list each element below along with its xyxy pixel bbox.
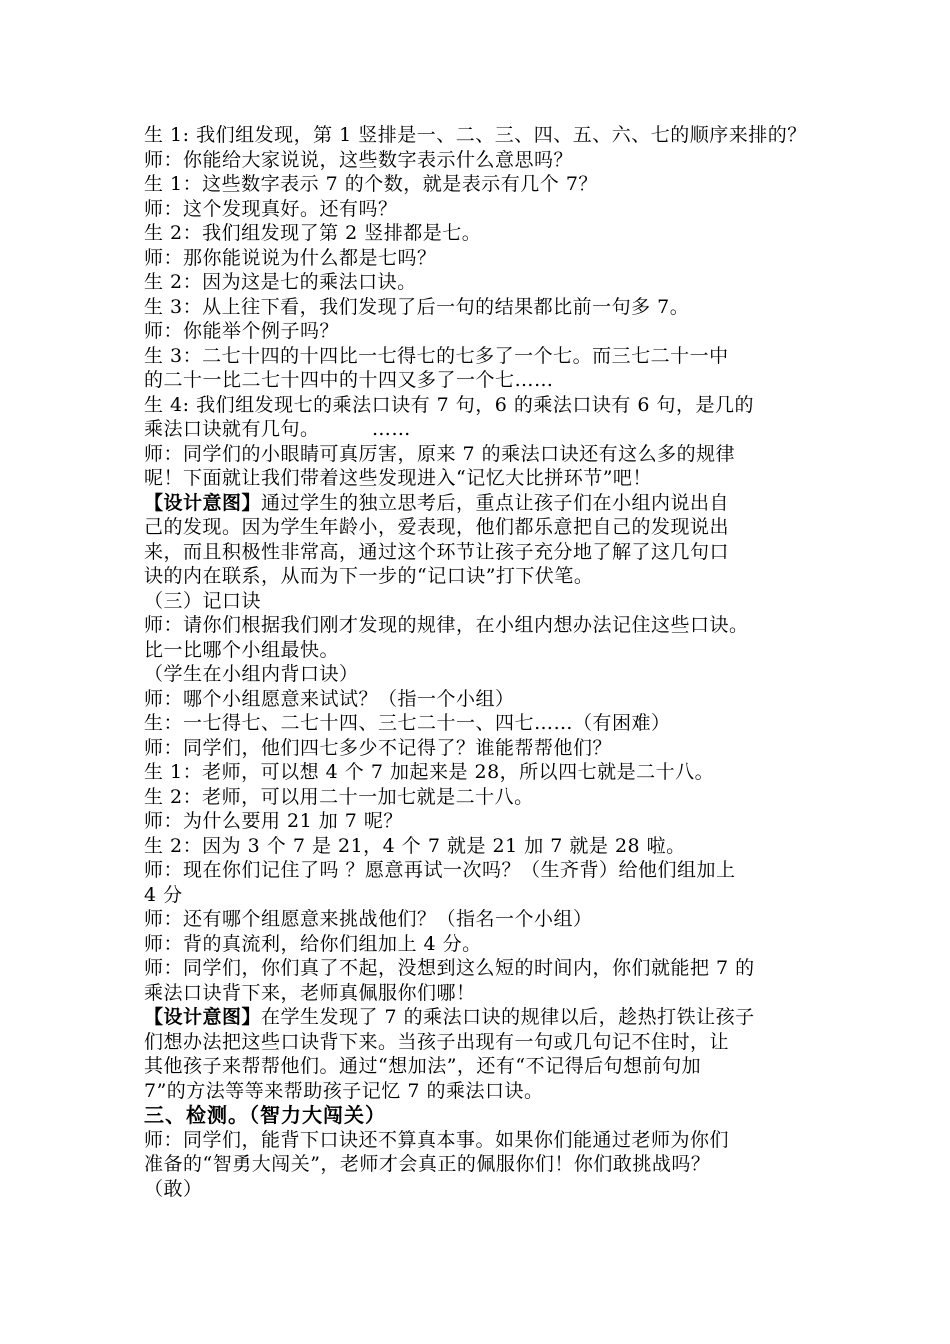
document-body: [144, 123, 844, 1201]
text-line: 呢！下面就让我们带着这些发现进入“记忆大比拼环节”吧！: [144, 467, 652, 489]
text-line: 师：现在你们记住了吗 ？愿意再试一次吗？（生齐背）给他们组加上: [144, 859, 736, 881]
text-line: （敢）: [144, 1177, 203, 1200]
text-line: 们想办法把这些口诀背下来。当孩子出现有一句或几句记不住时，让: [144, 1030, 730, 1053]
text-line: 师：这个发现真好。还有吗？: [144, 197, 398, 220]
text-line: （学生在小组内背口诀）: [144, 663, 359, 685]
text-line: 师：同学们，他们四七多少不记得了？谁能帮帮他们？: [144, 736, 613, 759]
text-line: 师：同学们的小眼睛可真厉害，原来 7 的乘法口诀还有这么多的规律: [144, 442, 736, 465]
text-line: 4 分: [144, 883, 183, 906]
text-line: 在学生发现了 7 的乘法口诀的规律以后，趁热打铁让孩子: [261, 1006, 755, 1028]
text-line: 师：请你们根据我们刚才发现的规律，在小组内想办法记住这些口诀。: [144, 614, 749, 636]
text-line: 师：那你能说说为什么都是七吗？: [144, 246, 437, 269]
section-heading: （三）记口诀: [144, 589, 262, 612]
text-line: 生 4: 我们组发现七的乘法口诀有 7 句，6 的乘法口诀有 6 句，是几的: [144, 393, 755, 416]
text-line: 生 2：因为这是七的乘法口诀。: [144, 271, 417, 293]
text-line: 生 1：老师，可以想 4 个 7 加起来是 28，所以四七就是二十八。: [144, 761, 715, 783]
text-line: 生 2：因为 3 个 7 是 21，4 个 7 就是 21 加 7 就是 28 啦。: [144, 834, 686, 857]
text-line: 来，而且积极性非常高，通过这个环节让孩子充分地了解了这几句口: [144, 540, 730, 563]
design-intent-label: 【设计意图】: [144, 491, 262, 514]
text-line: 通过学生的独立思考后，重点让孩子们在小组内说出自: [261, 491, 730, 514]
text-line: 生 3：二七十四的十四比一七得七的七多了一个七。而三七二十一中: [144, 344, 729, 367]
text-line: 生 1: 我们组发现，第 1 竖排是一、二、三、四、五、六、七的顺序来排的？: [144, 124, 807, 146]
text-line: 生：一七得七、二七十四、三七二十一、四七……（有困难）: [144, 712, 671, 734]
design-intent-label: 【设计意图】: [144, 1006, 262, 1028]
text-line: 的二十一比二七十四中的十四又多了一个七……: [144, 369, 554, 391]
text-line: 师：背的真流利，给你们组加上 4 分。: [144, 932, 482, 955]
text-line: 其他孩子来帮帮他们。通过“想加法”，还有“不记得后句想前句加: [144, 1055, 702, 1077]
text-line: 乘法口诀背下来，老师真佩服你们哪！: [144, 981, 476, 1004]
section-three-heading: 三、检测。（智力大闯关）: [144, 1103, 386, 1127]
text-line: 比一比哪个小组最快。: [144, 638, 340, 661]
text-line: 准备的“智勇大闯关”，老师才会真正的佩服你们！你们敢挑战吗？: [144, 1153, 711, 1175]
text-line: 7”的方法等等来帮助孩子记忆 7 的乘法口诀。: [144, 1079, 544, 1102]
design-intent-paragraph: [144, 491, 844, 516]
text-line: 乘法口诀就有几句。 ……: [144, 418, 411, 440]
text-line: 己的发现。因为学生年龄小，爱表现，他们都乐意把自己的发现说出: [144, 516, 730, 538]
design-intent-paragraph: [144, 1005, 844, 1030]
text-line: 师：你能给大家说说，这些数字表示什么意思吗？: [144, 148, 574, 171]
text-line: 生 2：老师，可以用二十一加七就是二十八。: [144, 785, 534, 808]
text-line: 诀的内在联系，从而为下一步的“记口诀”打下伏笔。: [144, 565, 594, 587]
text-line: 师：还有哪个组愿意来挑战他们？（指名一个小组）: [144, 908, 593, 930]
text-line: 生 2：我们组发现了第 2 竖排都是七。: [144, 222, 482, 244]
text-line: 师：你能举个例子吗？: [144, 320, 340, 342]
text-line: 师：为什么要用 21 加 7 呢？: [144, 810, 403, 832]
text-line: 生 3：从上往下看，我们发现了后一句的结果都比前一句多 7。: [144, 295, 690, 318]
text-line: 生 1：这些数字表示 7 的个数，就是表示有几个 7？: [144, 173, 598, 195]
text-line: 师：同学们，能背下口诀还不算真本事。如果你们能通过老师为你们: [144, 1128, 730, 1151]
text-line: 师：哪个小组愿意来试试？（指一个小组）: [144, 687, 515, 710]
text-line: 师：同学们，你们真了不起，没想到这么短的时间内，你们就能把 7 的: [144, 957, 755, 979]
